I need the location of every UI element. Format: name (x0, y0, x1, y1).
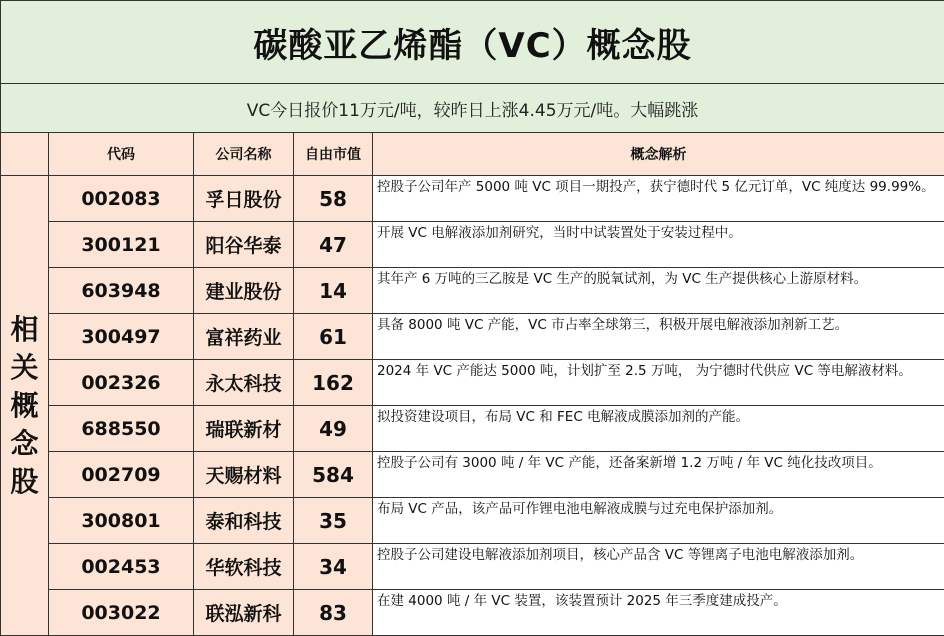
header-analysis: 概念解析 (373, 133, 944, 176)
table-row (1, 222, 944, 268)
market-cap: 58 (294, 176, 373, 222)
concept-analysis: 控股子公司建设电解液添加剂项目，核心产品含 VC 等锂离子电池电解液添加剂。 (373, 544, 944, 590)
table-row (1, 176, 944, 222)
company-name: 阳谷华泰 (194, 222, 294, 268)
side-label-text: 相关概念股 (10, 311, 40, 501)
stock-code: 003022 (49, 590, 194, 636)
company-name: 泰和科技 (194, 498, 294, 544)
table-row (1, 360, 944, 406)
table-row (1, 268, 944, 314)
table-row (1, 544, 944, 590)
table-row (1, 406, 944, 452)
table-row (1, 314, 944, 360)
stock-code: 603948 (49, 268, 194, 314)
table-row (1, 590, 944, 636)
company-name: 富祥药业 (194, 314, 294, 360)
market-cap: 14 (294, 268, 373, 314)
stock-code: 002709 (49, 452, 194, 498)
concept-analysis: 拟投资建设项目，布局 VC 和 FEC 电解液成膜添加剂的产能。 (373, 406, 944, 452)
table-body (1, 176, 944, 636)
concept-analysis: 具备 8000 吨 VC 产能，VC 市占率全球第三，积极开展电解液添加剂新工艺。 (373, 314, 944, 360)
price-subtitle: VC今日报价11万元/吨，较昨日上涨4.45万元/吨。大幅跳涨 (1, 84, 944, 133)
header-blank (1, 133, 49, 176)
stock-code: 300121 (49, 222, 194, 268)
stock-code: 300801 (49, 498, 194, 544)
market-cap: 584 (294, 452, 373, 498)
stock-code: 300497 (49, 314, 194, 360)
stock-code: 002453 (49, 544, 194, 590)
market-cap: 61 (294, 314, 373, 360)
company-name: 永太科技 (194, 360, 294, 406)
concept-analysis: 布局 VC 产品，该产品可作锂电池电解液成膜与过充电保护添加剂。 (373, 498, 944, 544)
header-code: 代码 (49, 133, 194, 176)
concept-analysis: 在建 4000 吨 / 年 VC 装置，该装置预计 2025 年三季度建成投产。 (373, 590, 944, 636)
header-cap: 自由市值 (294, 133, 373, 176)
company-name: 天赐材料 (194, 452, 294, 498)
market-cap: 35 (294, 498, 373, 544)
page-title: 碳酸亚乙烯酯（VC）概念股 (1, 1, 944, 84)
side-label (1, 176, 49, 636)
table-row (1, 452, 944, 498)
market-cap: 162 (294, 360, 373, 406)
table-row (1, 498, 944, 544)
concept-analysis: 2024 年 VC 产能达 5000 吨，计划扩至 2.5 万吨， 为宁德时代供应 VC 等电解液材料。 (373, 360, 944, 406)
stock-code: 688550 (49, 406, 194, 452)
market-cap: 47 (294, 222, 373, 268)
company-name: 瑞联新材 (194, 406, 294, 452)
company-name: 孚日股份 (194, 176, 294, 222)
company-name: 建业股份 (194, 268, 294, 314)
market-cap: 83 (294, 590, 373, 636)
concept-analysis: 控股子公司有 3000 吨 / 年 VC 产能，还备案新增 1.2 万吨 / 年 VC 纯化技改项目。 (373, 452, 944, 498)
concept-analysis: 控股子公司年产 5000 吨 VC 项目一期投产，获宁德时代 5 亿元订单，VC 纯度达 99.99%。 (373, 176, 944, 222)
stock-code: 002326 (49, 360, 194, 406)
concept-analysis: 其年产 6 万吨的三乙胺是 VC 生产的脱氧试剂，为 VC 生产提供核心上游原材料。 (373, 268, 944, 314)
market-cap: 34 (294, 544, 373, 590)
stock-code: 002083 (49, 176, 194, 222)
header-name: 公司名称 (194, 133, 294, 176)
company-name: 华软科技 (194, 544, 294, 590)
company-name: 联泓新科 (194, 590, 294, 636)
concept-analysis: 开展 VC 电解液添加剂研究，当时中试装置处于安装过程中。 (373, 222, 944, 268)
market-cap: 49 (294, 406, 373, 452)
